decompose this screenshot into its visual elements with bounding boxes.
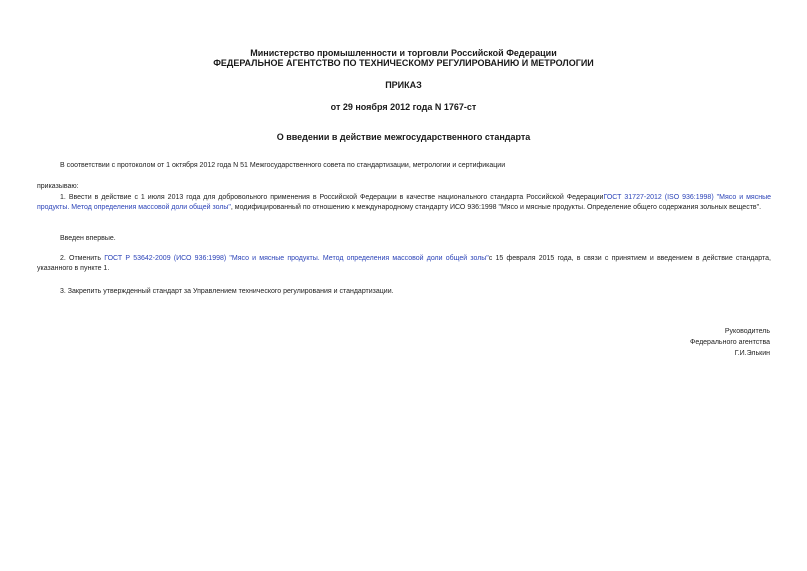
item-2-prefix: 2. Отменить bbox=[60, 255, 105, 262]
signature-name: Г.И.Элькин bbox=[734, 350, 770, 357]
item-3-paragraph: 3. Закрепить утвержденный стандарт за Управлением технического регулирования и стандартизации. bbox=[60, 288, 394, 295]
signature-position: Руководитель bbox=[724, 328, 770, 335]
agency-title: ФЕДЕРАЛЬНОЕ АГЕНТСТВО ПО ТЕХНИЧЕСКОМУ РЕГУЛИРОВАНИЮ И МЕТРОЛОГИИ bbox=[213, 58, 594, 68]
intro-paragraph: В соответствии с протоколом от 1 октября 2012 года N 51 Межгосударственного совета по стандартизации, метрологии и сертификации bbox=[60, 162, 506, 169]
gost-r-53642-link[interactable]: ГОСТ Р 53642-2009 (ИСО 936:1998) "Мясо и мясные продукты. Метод определения массовой доли общей золы" bbox=[104, 255, 489, 262]
order-subject: О введении в действие межгосударственного стандарта bbox=[276, 132, 531, 142]
ministry-title: Министерство промышленности и торговли Российской Федерации bbox=[250, 48, 557, 58]
gost-31727-link[interactable]: ГОСТ 31727-2012 (ISO 936:1998) "Мясо и мясные продукты. Метод определения массовой доли общей золы" bbox=[37, 194, 771, 211]
item-1-paragraph bbox=[37, 193, 771, 212]
item-1-prefix: 1. Ввести в действие с 1 июля 2013 года для добровольного применения в Российской Федерации в качестве национального стандарта Российской Федерации bbox=[60, 194, 604, 201]
orders-paragraph: приказываю: bbox=[37, 183, 79, 190]
item-1-suffix: , модифицированный по отношению к международному стандарту ИСО 936:1998 "Мясо и мясные продукты. Определение общего содержания зольных веществ". bbox=[230, 203, 762, 211]
item-2-suffix: с 15 февраля 2015 года, в связи с принятием и введением в действие стандарта, указанного в пункте 1. bbox=[37, 255, 771, 272]
first-time-paragraph: Введен впервые. bbox=[60, 235, 116, 242]
order-title: ПРИКАЗ bbox=[385, 80, 422, 90]
item-2-paragraph bbox=[37, 254, 771, 273]
signature-organization: Федерального агентства bbox=[690, 339, 770, 346]
order-date: от 29 ноября 2012 года N 1767-ст bbox=[330, 102, 477, 112]
